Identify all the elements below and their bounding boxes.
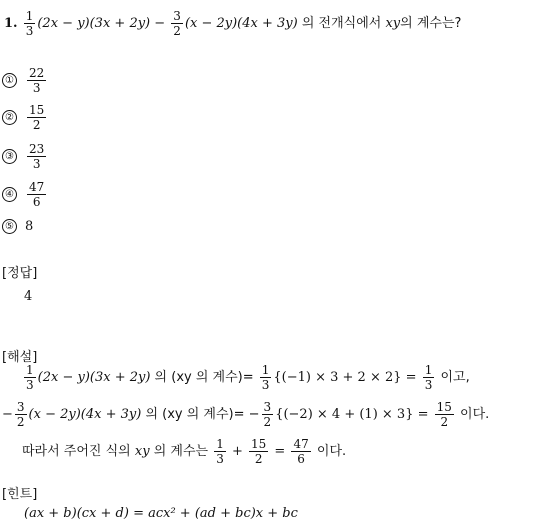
answer-value: 4 [24,289,33,304]
question-number: 1. [4,16,18,31]
choice-mark-3: ③ [2,149,17,164]
question-text-end: 의 계수는? [400,16,462,31]
explanation-line-1: $\frac{1}{3}$ (2x − y)(3x + 2y) 의 (xy 의 계수)= $\frac{1}{3}$ {(−1) × 3 + 2 × 2} = $\frac{1}{3}$ 이고, [26,363,470,392]
question-expression-2: (x − 2y)(4x + 3y) [184,16,298,31]
choice-5[interactable] [2,219,33,234]
question-expression-1: (2x − y)(3x + 2y) − [37,16,170,31]
choice-1[interactable]: ① $\frac{22}{3}$ [2,67,48,94]
question-fraction-2: $\frac{3}{2}$ [173,9,181,38]
choice-4[interactable]: ④ $\frac{47}{6}$ [2,181,48,208]
hint-label: [힌트] [2,487,38,502]
question-fraction-1: $\frac{1}{3}$ [25,9,34,38]
choice-mark-1: ① [2,73,17,88]
choice-5-value: 8 [25,219,34,234]
choice-mark-5: ⑤ [2,219,17,234]
question-text: 의 전개식에서 [297,16,386,31]
question-line [4,10,461,37]
choice-3[interactable]: ③ $\frac{23}{3}$ [2,143,48,170]
choice-mark-2: ② [2,110,17,125]
choice-2[interactable]: ② $\frac{15}{2}$ [2,104,48,131]
explanation-line-2: − $\frac{3}{2}$ (x − 2y)(4x + 3y) 의 (xy 의 계수)= − $\frac{3}{2}$ {(−2) × 4 + (1) × 3} = $\frac{15}{2}$ 이다. [2,400,490,429]
explanation-label: [해설] [2,350,38,365]
explanation-line-3: 따라서 주어진 식의 xy 의 계수는 $\frac{1}{3}$ + $\frac{15}{2}$ = $\frac{47}{6}$ 이다. [22,437,347,466]
question-variable: xy [385,16,401,31]
choice-mark-4: ④ [2,187,17,202]
hint-formula: (ax + b)(cx + d) = acx² + (ad + bc)x + bc [24,506,298,521]
answer-label: [정답] [2,266,38,281]
